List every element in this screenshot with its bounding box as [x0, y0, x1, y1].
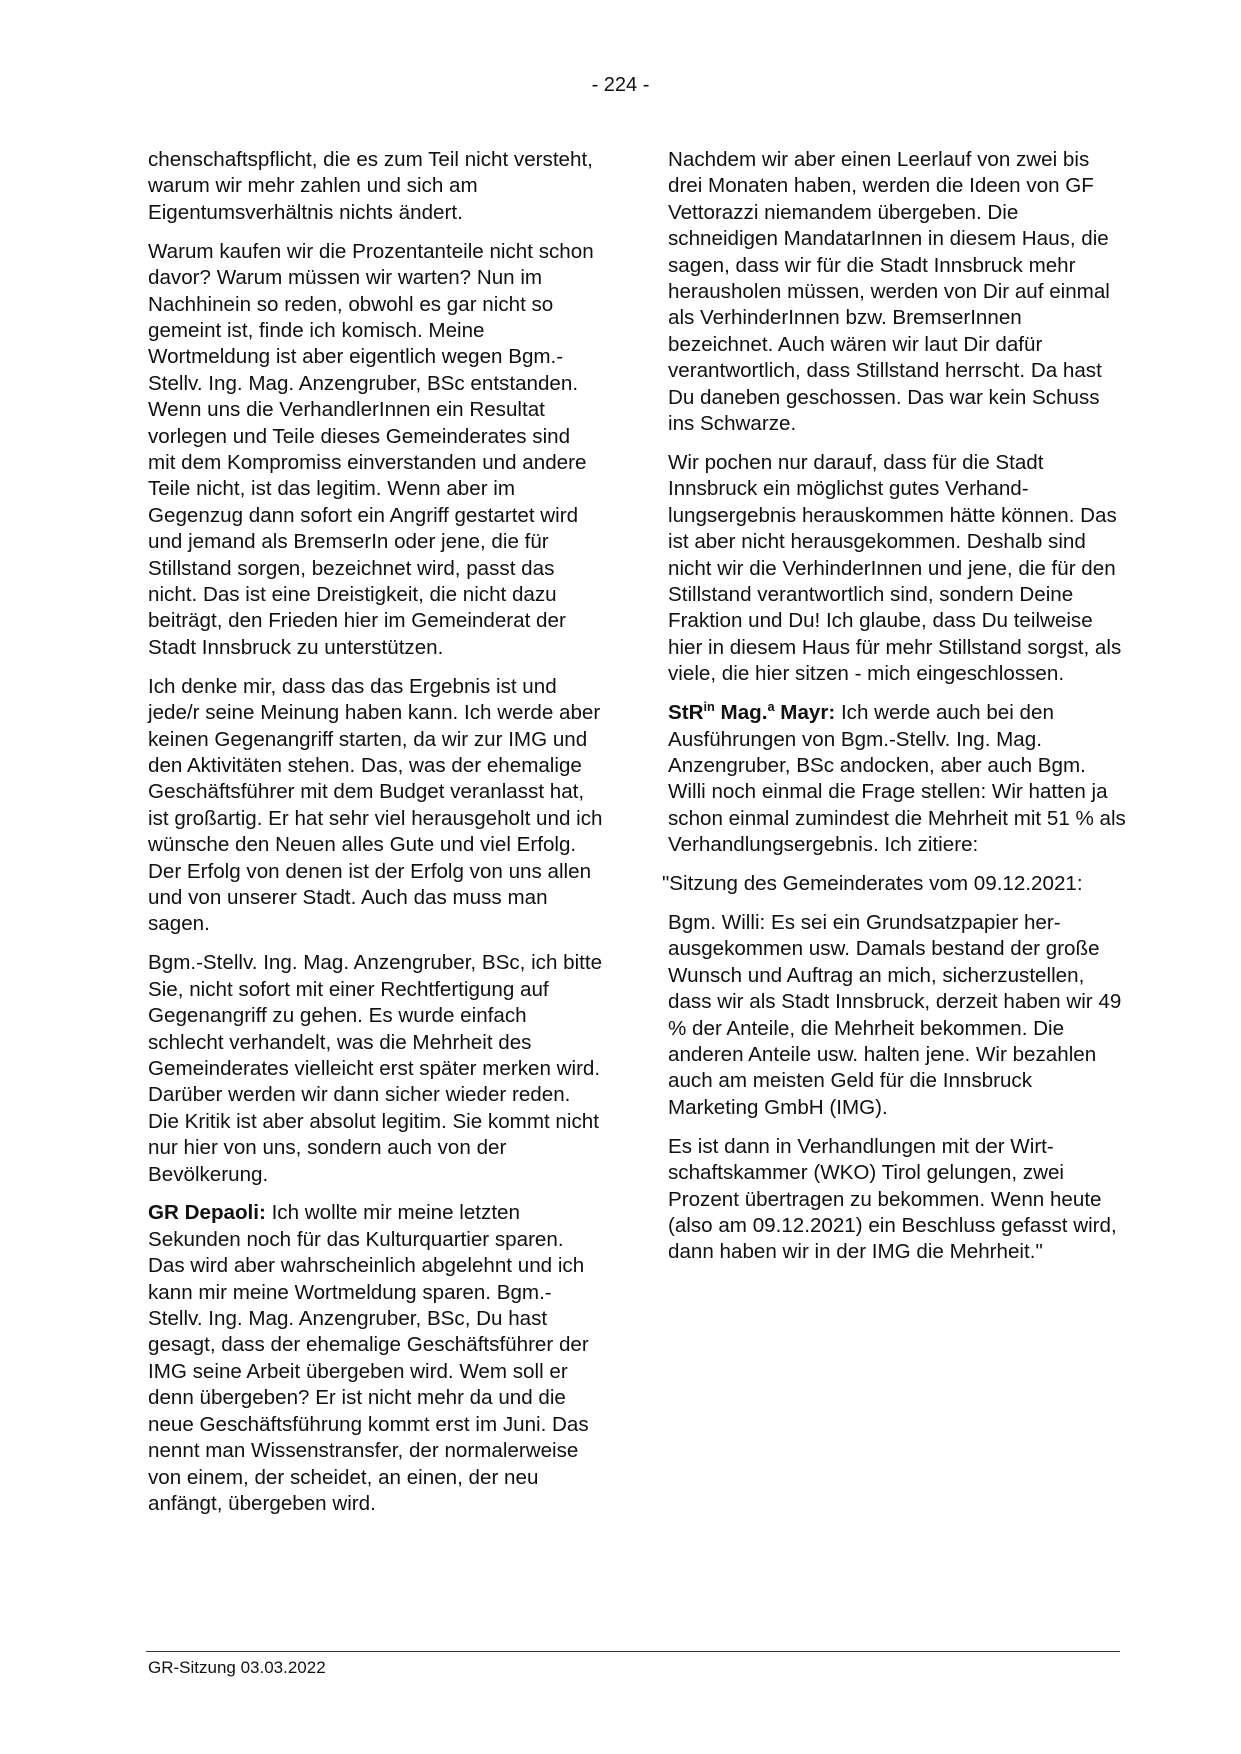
paragraph	[668, 700, 1128, 858]
paragraph: Nachdem wir aber einen Leerlauf von zwei bis drei Monaten haben, werden die Ideen von GF Vettorazzi niemandem übergeben. Die schneidigen MandatarInnen in diesem Haus, die sagen, dass wir für die Stadt Innsbruck mehr herausholen müssen, werden von Dir auf einmal als VerhinderInnen bzw. BremserInnen bezeichnet. Auch wären wir laut Dir dafür verantwortlich, dass Stillstand herrscht. Da hast Du daneben geschossen. Das war kein Schuss ins Schwarze.	[668, 148, 1110, 436]
footer-divider	[146, 1651, 1120, 1652]
paragraph: Wir pochen nur darauf, dass für die Stadt Innsbruck ein möglichst gutes Verhandlungsergebnis herauskommen hätte können. Das ist aber nicht herausgekommen. Deshalb sind nicht wir die VerhinderInnen und jene, die für den Stillstand verantwortlich sind, sondern Deine Fraktion und Du! Ich glaube, dass Du teilweise hier in diesem Haus für mehr Stillstand sorgst, als viele, die hier sitzen - mich eingeschlossen.	[668, 450, 1122, 686]
speech-text: Ich werde auch bei den Ausführungen von Bgm.-Stellv. Ing. Mag. Anzengruber, BSc andocken, aber auch Bgm. Willi noch einmal die Frage stellen: Wir hatten ja schon einmal zumindest die Mehrheit mit 51 % als Verhandlungsergebnis. Ich zitiere:	[668, 701, 1126, 857]
left-column	[148, 147, 603, 1530]
quote-paragraph: Bgm. Willi: Es sei ein Grundsatzpapier herausgekommen usw. Damals bestand der große Wunsch und Auftrag an mich, sicherzustellen, dass wir als Stadt Innsbruck, derzeit haben wir 49 % der Anteile, die Mehrheit bekommen. Die anderen Anteile usw. halten jene. Wir bezahlen auch am meisten Geld für die Innsbruck Marketing GmbH (IMG).	[668, 910, 1122, 1119]
speaker-title-suffix: in	[703, 699, 715, 715]
quote-paragraph: Es ist dann in Verhandlungen mit der Wirtschaftskammer (WKO) Tirol gelungen, zwei Prozent übertragen zu bekommen. Wenn heute (also am 09.12.2021) ein Beschluss gefasst wird, dann haben wir in der IMG die Mehrheit."	[668, 1134, 1117, 1264]
speaker-degree-suffix: a	[767, 699, 775, 715]
paragraph: chenschaftspflicht, die es zum Teil nicht versteht, warum wir mehr zahlen und sich am Eigentumsverhältnis nichts ändert.	[148, 148, 593, 224]
page-number: - 224 -	[591, 74, 650, 96]
paragraph: Bgm.-Stellv. Ing. Mag. Anzengruber, BSc, ich bitte Sie, nicht sofort mit einer Rechtfertigung auf Gegenangriff zu gehen. Es wurde einfach schlecht verhandelt, was die Mehrheit des Gemeinderates vielleicht erst später merken wird. Darüber werden wir dann sicher wieder reden. Die Kritik ist aber absolut legitim. Sie kommt nicht nur hier von uns, sondern auch von der Bevölkerung.	[148, 951, 603, 1186]
speaker-name	[668, 701, 835, 724]
right-column	[662, 147, 1128, 1278]
quote-heading: "Sitzung des Gemeinderates vom 09.12.2021:	[662, 872, 1083, 896]
speaker-surname: Mayr:	[774, 701, 836, 725]
speaker-name: GR Depaoli:	[148, 1201, 266, 1225]
footer-session-date: GR-Sitzung 03.03.2022	[148, 1658, 326, 1677]
paragraph: Ich denke mir, dass das das Ergebnis ist und jede/r seine Meinung haben kann. Ich werde aber keinen Gegenangriff starten, da wir zur IMG und den Aktivitäten stehen. Das, was der ehemalige Geschäftsführer mit dem Budget veranlasst hat, ist großartig. Er hat sehr viel herausgeholt und ich wünsche den Neuen alles Gute und viel Erfolg. Der Erfolg von denen ist der Erfolg von uns allen und von unserer Stadt. Auch das muss man sagen.	[148, 674, 603, 936]
speaker-title: StR	[668, 701, 704, 725]
speech-text: Ich wollte mir meine letzten Sekunden noch für das Kulturquartier sparen. Das wird aber wahrscheinlich abgelehnt und ich kann mir meine Wortmeldung sparen. Bgm.-Stellv. Ing. Mag. Anzengruber, BSc, Du hast gesagt, dass der ehemalige Geschäftsführer der IMG seine Arbeit übergeben wird. Wem soll er denn übergeben? Er ist nicht mehr da und die neue Geschäftsführung kommt erst im Juni. Das nennt man Wissenstransfer, der normalerweise von einem, der scheidet, an einen, der neu anfängt, übergeben wird.	[148, 1201, 589, 1515]
paragraph	[148, 1200, 603, 1517]
speaker-degree: Mag.	[714, 701, 768, 725]
paragraph: Warum kaufen wir die Prozentanteile nicht schon davor? Warum müssen wir warten? Nun im Nachhinein so reden, obwohl es gar nicht so gemeint ist, finde ich komisch. Meine Wortmeldung ist aber eigentlich wegen Bgm.-Stellv. Ing. Mag. Anzengruber, BSc entstanden. Wenn uns die VerhandlerInnen ein Resultat vorlegen und Teile dieses Gemeinderates sind mit dem Kompromiss einverstanden und andere Teile nicht, ist das legitim. Wenn aber im Gegenzug dann sofort ein Angriff gestartet wird und jemand als BremserIn oder jene, die für Stillstand sorgen, bezeichnet wird, passt das nicht. Das ist eine Dreistigkeit, die nicht dazu beiträgt, den Frieden hier im Gemeinderat der Stadt Innsbruck zu unterstützen.	[148, 239, 594, 659]
